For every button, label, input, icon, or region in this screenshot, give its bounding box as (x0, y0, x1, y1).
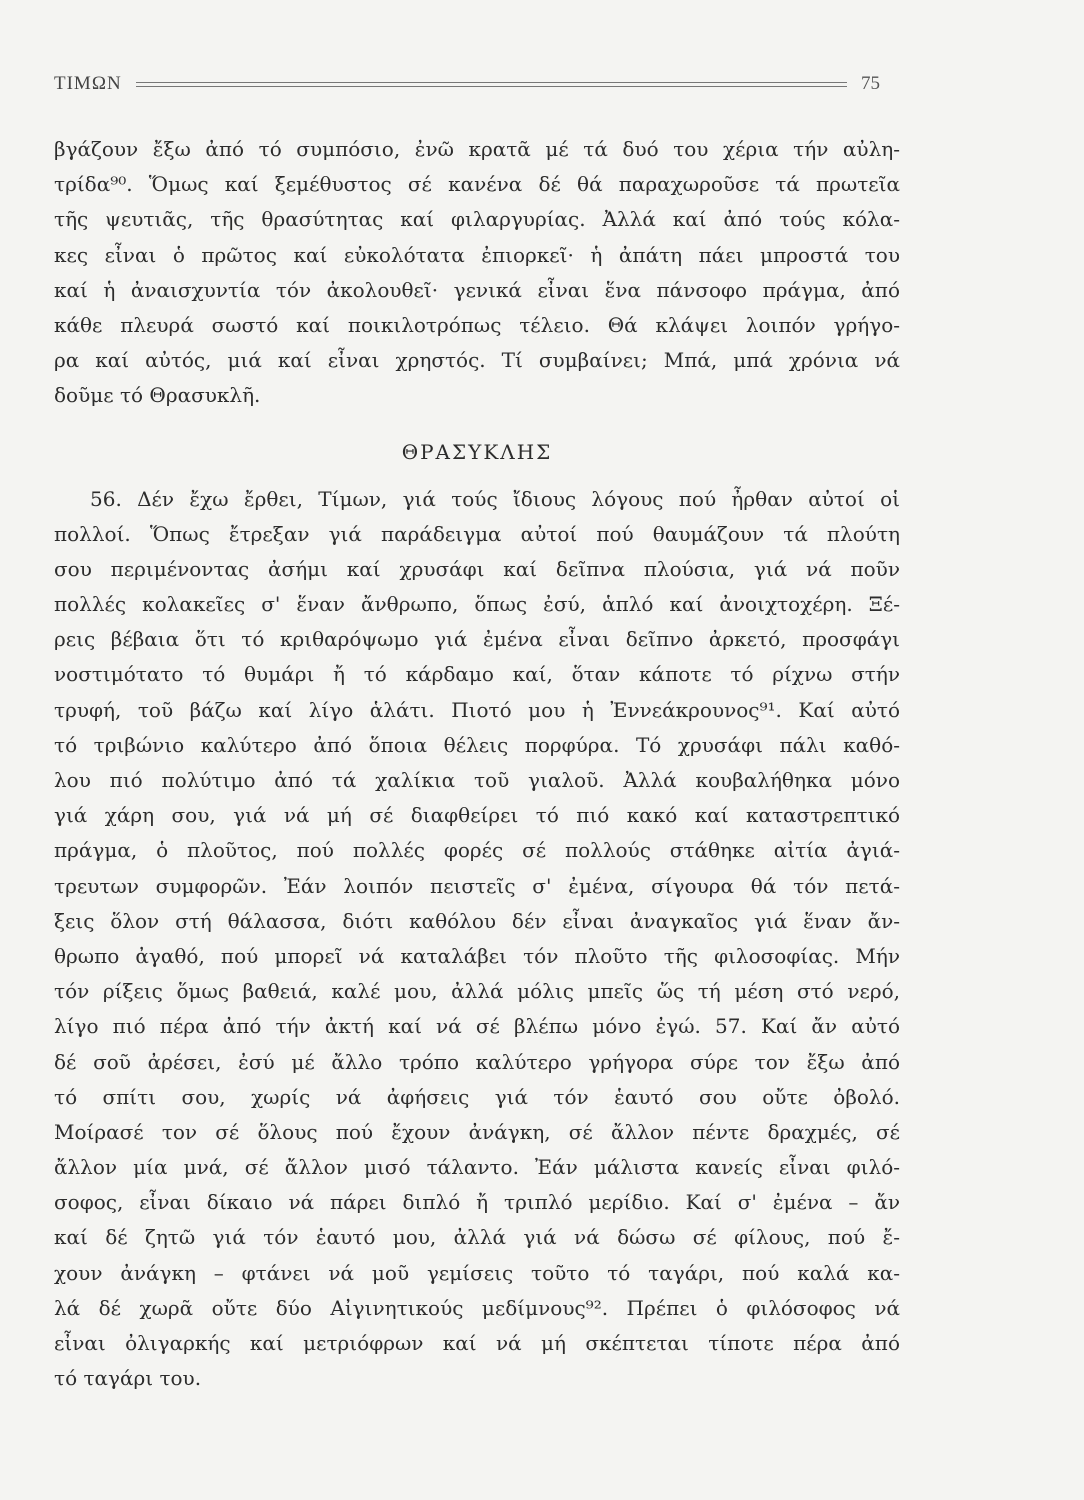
text-line: ρα καί αὐτός, μιά καί εἶναι χρηστός. Τί συμβαίνει; Μπά, μπά χρόνια νά (54, 348, 900, 373)
text-line: σου περιμένοντας ἀσήμι καί χρυσάφι καί δεῖπνα πλούσια, γιά νά ποῦν (54, 556, 900, 581)
text-line: τρίδα⁹⁰. Ὅμως καί ξεμέθυστος σέ κανένα δέ θά παραχωροῦσε τά πρωτεῖα (54, 172, 900, 197)
text-line: λου πιό πολύτιμο ἀπό τά χαλίκια τοῦ γιαλοῦ. Ἀλλά κουβαλήθηκα μόνο (54, 768, 900, 792)
running-head (54, 64, 880, 104)
text-line: ξεις ὅλον στή θάλασσα, διότι καθόλου δέν εἶναι ἀναγκαῖος γιά ἕναν ἄν- (54, 908, 900, 933)
text-line: νοστιμότατο τό θυμάρι ἤ τό κάρδαμο καί, ὅταν κάποτε τό ρίχνω στήν (54, 662, 900, 687)
text-line: ρεις βέβαια ὅτι τό κριθαρόψωμο γιά ἐμένα εἶναι δεῖπνο ἀρκετό, προσφάγι (54, 627, 900, 652)
running-head-rule (136, 82, 847, 87)
text-line: πολλοί. Ὅπως ἔτρεξαν γιά παράδειγμα αὐτοί πού θαυμάζουν τά πλούτη (54, 521, 900, 546)
text-line: τό σπίτι σου, χωρίς νά ἀφήσεις γιά τόν ἑαυτό σου οὔτε ὀβολό. (54, 1084, 900, 1109)
text-line: λίγο πιό πέρα ἀπό τήν ἀκτή καί νά σέ βλέπω μόνο ἐγώ. 57. Καί ἄν αὐτό (54, 1014, 900, 1039)
text-line: θρωπο ἀγαθό, πού μπορεῖ νά καταλάβει τόν πλοῦτο τῆς φιλοσοφίας. Μήν (54, 943, 900, 968)
text-line: κες εἶναι ὁ πρῶτος καί εὐκολότατα ἐπιορκεῖ· ἡ ἀπάτη πάει μπροστά του (54, 242, 900, 267)
text-line: βγάζουν ἔξω ἀπό τό συμπόσιο, ἐνῶ κρατᾶ μέ τά δυό του χέρια τήν αὐλη- (54, 137, 900, 161)
text-line: καί δέ ζητῶ γιά τόν ἑαυτό μου, ἀλλά γιά νά δώσω σέ φίλους, πού ἔ- (54, 1225, 900, 1250)
text-line: εἶναι ὀλιγαρκής καί μετριόφρων καί νά μή σκέπτεται τίποτε πέρα ἀπό (54, 1331, 900, 1355)
text-line: Μοίρασέ τον σέ ὅλους πού ἔχουν ἀνάγκη, σέ ἄλλον πέντε δραχμές, σέ (54, 1119, 900, 1144)
text-line: δέ σοῦ ἀρέσει, ἐσύ μέ ἄλλο τρόπο καλύτερο γρήγορα σύρε τον ἔξω ἀπό (54, 1049, 900, 1074)
text-line: 56. Δέν ἔχω ἔρθει, Τίμων, γιά τούς ἴδιους λόγους πού ἦρθαν αὐτοί οἱ (90, 486, 900, 511)
speaker-heading: ΘΡΑΣΥΚΛΗΣ (401, 439, 553, 464)
text-line: σοφος, εἶναι δίκαιο νά πάρει διπλό ἤ τριπλό μερίδιο. Καί σ' ἐμένα – ἄν (54, 1190, 900, 1215)
text-line: τό τριβώνιο καλύτερο ἀπό ὅποια θέλεις πορφύρα. Τό χρυσάφι πάλι καθό- (54, 732, 900, 757)
paragraph-1 (54, 132, 900, 414)
text-line: δοῦμε τό Θρασυκλῆ. (54, 383, 261, 408)
text-line: πολλές κολακεῖες σ' ἕναν ἄνθρωπο, ὅπως ἐσύ, ἁπλό καί ἀνοιχτοχέρη. Ξέ- (54, 592, 900, 617)
text-line: τῆς ψευτιᾶς, τῆς θρασύτητας καί φιλαργυρίας. Ἀλλά καί ἀπό τούς κόλα- (54, 207, 900, 232)
text-line: τό ταγάρι του. (54, 1366, 202, 1391)
text-line: ἄλλον μία μνά, σέ ἄλλον μισό τάλαντο. Ἐάν μάλιστα κανείς εἶναι φιλό- (54, 1155, 900, 1180)
text-line: τρυφή, τοῦ βάζω καί λίγο ἁλάτι. Πιοτό μου ἡ Ἐννεάκρουνος⁹¹. Καί αὐτό (54, 697, 900, 722)
text-line: χουν ἀνάγκη – φτάνει νά μοῦ γεμίσεις τοῦτο τό ταγάρι, πού καλά κα- (54, 1260, 900, 1285)
text-line: κάθε πλευρά σωστό καί ποικιλοτρόπως τέλειο. Θά κλάψει λοιπόν γρήγο- (54, 312, 900, 337)
paragraph-2 (54, 482, 900, 1397)
text-line: τρευτων συμφορῶν. Ἐάν λοιπόν πειστεῖς σ' ἐμένα, σίγουρα θά τόν πετά- (54, 873, 900, 898)
text-line: λά δέ χωρᾶ οὔτε δύο Αἰγινητικούς μεδίμνους⁹². Πρέπει ὁ φιλόσοφος νά (54, 1295, 900, 1320)
page-body (54, 132, 900, 1396)
page-number: 75 (861, 73, 880, 94)
text-line: καί ἡ ἀναισχυντία τόν ἀκολουθεῖ· γενικά εἶναι ἕνα πάνσοφο πράγμα, ἀπό (54, 277, 900, 302)
text-line: πράγμα, ὁ πλοῦτος, πού πολλές φορές σέ πολλούς στάθηκε αἰτία ἀγιά- (54, 838, 900, 863)
text-line: γιά χάρη σου, γιά νά μή σέ διαφθείρει τό πιό κακό καί καταστρεπτικό (54, 803, 900, 828)
text-line: τόν ρίξεις ὅμως βαθειά, καλέ μου, ἀλλά μόλις μπεῖς ὥς τή μέση στό νερό, (54, 979, 900, 1004)
running-head-title: ΤΙΜΩΝ (54, 73, 122, 94)
